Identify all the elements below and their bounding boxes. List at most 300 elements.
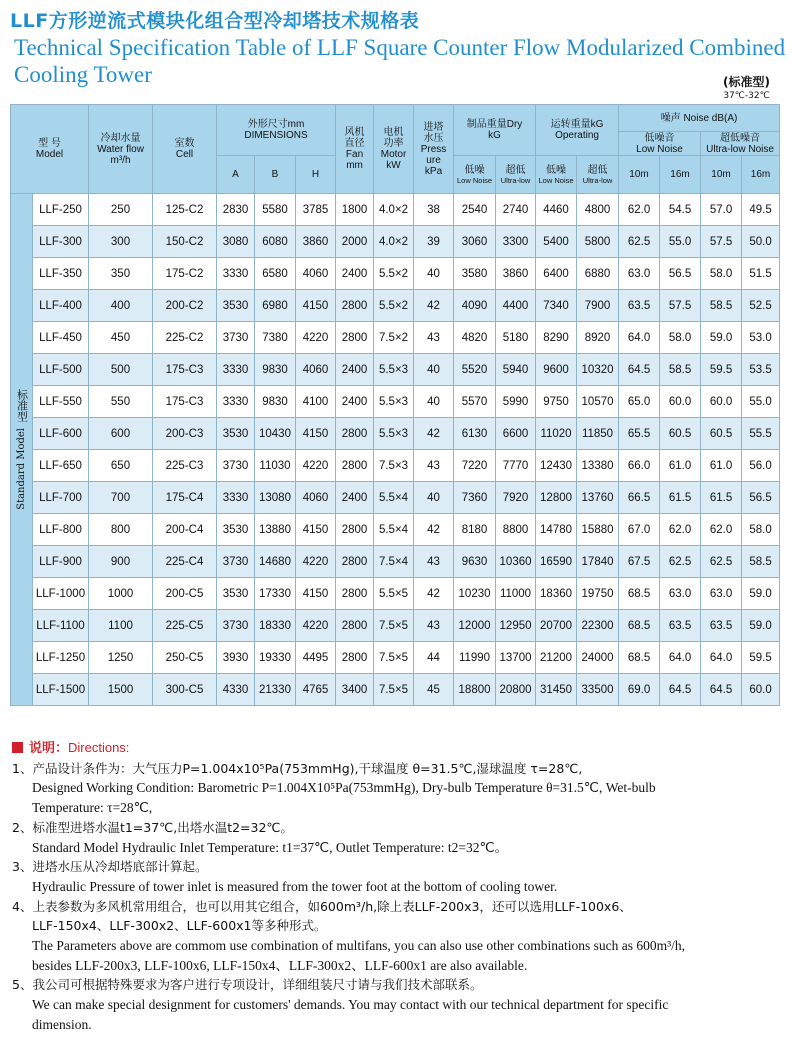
table-cell: 2400 xyxy=(336,386,374,418)
table-cell: 7770 xyxy=(496,450,536,482)
table-cell: 58.0 xyxy=(701,258,742,290)
table-cell: 2800 xyxy=(336,578,374,610)
table-cell: 11850 xyxy=(577,418,619,450)
table-cell: 24000 xyxy=(577,642,619,674)
table-row xyxy=(11,226,780,258)
table-cell: 5.5×3 xyxy=(374,354,414,386)
table-cell: 4150 xyxy=(296,418,336,450)
table-cell: 2540 xyxy=(454,194,496,226)
table-cell: 17330 xyxy=(255,578,296,610)
table-cell: 3785 xyxy=(296,194,336,226)
table-row xyxy=(11,450,780,482)
header-dry-weight: 制品重量Dry kG xyxy=(454,105,536,156)
table-cell: 450 xyxy=(89,322,153,354)
table-cell: 39 xyxy=(414,226,454,258)
table-cell: 67.5 xyxy=(619,546,660,578)
table-cell: 64.0 xyxy=(701,642,742,674)
model-cell: LLF-550 xyxy=(33,386,89,418)
table-cell: 13880 xyxy=(255,514,296,546)
table-cell: 64.5 xyxy=(660,674,701,706)
table-cell: 66.0 xyxy=(619,450,660,482)
table-cell: 10570 xyxy=(577,386,619,418)
table-cell: 125-C2 xyxy=(153,194,217,226)
temperature-range: 37℃-32℃ xyxy=(723,91,770,101)
table-cell: 62.5 xyxy=(660,546,701,578)
table-cell: 64.5 xyxy=(701,674,742,706)
red-square-icon xyxy=(12,742,23,753)
table-cell: 13080 xyxy=(255,482,296,514)
table-cell: 3530 xyxy=(217,578,255,610)
table-cell: 50.0 xyxy=(742,226,780,258)
table-cell: 4800 xyxy=(577,194,619,226)
table-cell: 63.5 xyxy=(701,610,742,642)
header-ultra-16m: 16m xyxy=(742,156,780,194)
model-cell: LLF-250 xyxy=(33,194,89,226)
table-cell: 4495 xyxy=(296,642,336,674)
header-dim-h: H xyxy=(296,156,336,194)
table-cell: 31450 xyxy=(536,674,577,706)
table-cell: 2400 xyxy=(336,258,374,290)
table-cell: 63.5 xyxy=(619,290,660,322)
table-cell: 12430 xyxy=(536,450,577,482)
table-cell: 2400 xyxy=(336,354,374,386)
table-cell: 800 xyxy=(89,514,153,546)
table-cell: 3730 xyxy=(217,610,255,642)
table-cell: 9750 xyxy=(536,386,577,418)
table-cell: 2800 xyxy=(336,546,374,578)
side-label-char: 型 xyxy=(15,411,29,423)
table-cell: 53.5 xyxy=(742,354,780,386)
header-dim-a: A xyxy=(217,156,255,194)
table-cell: 6880 xyxy=(577,258,619,290)
table-cell: 59.0 xyxy=(742,578,780,610)
table-cell: 19750 xyxy=(577,578,619,610)
table-cell: 2800 xyxy=(336,642,374,674)
table-cell: 5800 xyxy=(577,226,619,258)
standard-type-text: (标准型) xyxy=(723,75,770,89)
header-dry-ultra: 超低 Ultra-low xyxy=(496,156,536,194)
table-cell: 900 xyxy=(89,546,153,578)
table-cell: 61.5 xyxy=(701,482,742,514)
table-cell: 1000 xyxy=(89,578,153,610)
table-cell: 3300 xyxy=(496,226,536,258)
table-cell: 8180 xyxy=(454,514,496,546)
table-cell: 63.0 xyxy=(701,578,742,610)
table-cell: 43 xyxy=(414,322,454,354)
directions-heading: 说明：Directions: xyxy=(12,738,808,759)
table-cell: 3330 xyxy=(217,354,255,386)
table-cell: 600 xyxy=(89,418,153,450)
table-cell: 33500 xyxy=(577,674,619,706)
table-cell: 2800 xyxy=(336,450,374,482)
table-cell: 55.0 xyxy=(742,386,780,418)
table-cell: 5.5×4 xyxy=(374,514,414,546)
table-cell: 2800 xyxy=(336,418,374,450)
table-cell: 200-C3 xyxy=(153,418,217,450)
table-cell: 350 xyxy=(89,258,153,290)
table-cell: 7.5×2 xyxy=(374,322,414,354)
table-body xyxy=(11,194,780,706)
table-cell: 10430 xyxy=(255,418,296,450)
table-cell: 6080 xyxy=(255,226,296,258)
table-cell: 225-C5 xyxy=(153,610,217,642)
table-cell: 63.5 xyxy=(660,610,701,642)
table-cell: 12950 xyxy=(496,610,536,642)
table-cell: 500 xyxy=(89,354,153,386)
table-cell: 3730 xyxy=(217,450,255,482)
table-cell: 2400 xyxy=(336,482,374,514)
table-cell: 5.5×5 xyxy=(374,578,414,610)
table-cell: 18800 xyxy=(454,674,496,706)
table-cell: 11000 xyxy=(496,578,536,610)
table-cell: 7380 xyxy=(255,322,296,354)
table-cell: 38 xyxy=(414,194,454,226)
table-cell: 200-C2 xyxy=(153,290,217,322)
table-cell: 6980 xyxy=(255,290,296,322)
table-cell: 5580 xyxy=(255,194,296,226)
table-cell: 3530 xyxy=(217,290,255,322)
table-cell: 51.5 xyxy=(742,258,780,290)
table-cell: 66.5 xyxy=(619,482,660,514)
table-cell: 61.0 xyxy=(701,450,742,482)
table-cell: 43 xyxy=(414,546,454,578)
table-cell: 8800 xyxy=(496,514,536,546)
table-cell: 3400 xyxy=(336,674,374,706)
table-cell: 4060 xyxy=(296,354,336,386)
table-row xyxy=(11,418,780,450)
header-cell: 室数 Cell xyxy=(153,105,217,194)
spec-table xyxy=(10,104,780,706)
table-cell: 14780 xyxy=(536,514,577,546)
table-cell: 45 xyxy=(414,674,454,706)
table-cell: 57.5 xyxy=(660,290,701,322)
table-cell: 13700 xyxy=(496,642,536,674)
table-cell: 14680 xyxy=(255,546,296,578)
table-cell: 9830 xyxy=(255,354,296,386)
table-cell: 8920 xyxy=(577,322,619,354)
table-cell: 58.5 xyxy=(701,290,742,322)
table-cell: 58.5 xyxy=(660,354,701,386)
note-item-5: 5、我公司可根据特殊要求为客户进行专项设计，详细组装尺寸请与我们技术部联系。 We can make special designment for customers' demands. You may contact with our technical department for specific dimension. xyxy=(12,977,669,1032)
table-cell: 40 xyxy=(414,354,454,386)
table-cell: 5.5×3 xyxy=(374,386,414,418)
table-cell: 63.0 xyxy=(660,578,701,610)
model-cell: LLF-400 xyxy=(33,290,89,322)
table-cell: 6400 xyxy=(536,258,577,290)
table-cell: 16590 xyxy=(536,546,577,578)
table-cell: 225-C2 xyxy=(153,322,217,354)
table-cell: 8290 xyxy=(536,322,577,354)
table-row xyxy=(11,546,780,578)
table-cell: 4.0×2 xyxy=(374,194,414,226)
table-cell: 6130 xyxy=(454,418,496,450)
table-cell: 5520 xyxy=(454,354,496,386)
table-cell: 3330 xyxy=(217,482,255,514)
table-cell: 2800 xyxy=(336,610,374,642)
table-row xyxy=(11,354,780,386)
header-dimensions: 外形尺寸mm DIMENSIONS xyxy=(217,105,336,156)
table-cell: 52.5 xyxy=(742,290,780,322)
table-cell: 10230 xyxy=(454,578,496,610)
note-item-3: 3、进塔水压从冷却塔底部计算起。 Hydraulic Pressure of tower inlet is measured from the tower foot at the bottom of cooling tower. xyxy=(12,859,558,894)
table-cell: 7.5×5 xyxy=(374,642,414,674)
table-cell: 4220 xyxy=(296,450,336,482)
table-cell: 63.0 xyxy=(619,258,660,290)
table-cell: 2800 xyxy=(336,290,374,322)
table-cell: 1800 xyxy=(336,194,374,226)
table-cell: 64.5 xyxy=(619,354,660,386)
table-cell: 59.5 xyxy=(701,354,742,386)
table-cell: 3930 xyxy=(217,642,255,674)
table-cell: 21200 xyxy=(536,642,577,674)
table-cell: 68.5 xyxy=(619,642,660,674)
table-cell: 225-C3 xyxy=(153,450,217,482)
table-cell: 60.0 xyxy=(660,386,701,418)
table-cell: 21330 xyxy=(255,674,296,706)
table-cell: 12000 xyxy=(454,610,496,642)
model-cell: LLF-1100 xyxy=(33,610,89,642)
model-cell: LLF-500 xyxy=(33,354,89,386)
table-cell: 42 xyxy=(414,418,454,450)
side-label-char: 准 xyxy=(15,400,29,412)
table-cell: 550 xyxy=(89,386,153,418)
table-cell: 400 xyxy=(89,290,153,322)
table-cell: 2000 xyxy=(336,226,374,258)
table-cell: 40 xyxy=(414,386,454,418)
table-cell: 1100 xyxy=(89,610,153,642)
table-cell: 5.5×3 xyxy=(374,418,414,450)
table-cell: 62.0 xyxy=(619,194,660,226)
table-cell: 58.0 xyxy=(742,514,780,546)
table-row xyxy=(11,642,780,674)
table-cell: 3860 xyxy=(296,226,336,258)
table-cell: 5.5×4 xyxy=(374,482,414,514)
table-cell: 3060 xyxy=(454,226,496,258)
table-cell: 68.5 xyxy=(619,578,660,610)
page-title-cn: LLF方形逆流式模块化组合型冷却塔技术规格表 xyxy=(10,10,420,32)
table-cell: 13760 xyxy=(577,482,619,514)
table-cell: 5.5×2 xyxy=(374,290,414,322)
table-cell: 700 xyxy=(89,482,153,514)
table-cell: 4330 xyxy=(217,674,255,706)
table-cell: 4150 xyxy=(296,290,336,322)
table-cell: 300-C5 xyxy=(153,674,217,706)
header-dim-b: B xyxy=(255,156,296,194)
header-operating-weight: 运转重量kG Operating xyxy=(536,105,619,156)
table-row xyxy=(11,386,780,418)
side-label-char: 标 xyxy=(15,389,29,401)
model-cell: LLF-300 xyxy=(33,226,89,258)
table-cell: 225-C4 xyxy=(153,546,217,578)
page-title-en: Technical Specification Table of LLF Square Counter Flow Modularized Combined Cooling Tower xyxy=(14,35,786,87)
table-cell: 4820 xyxy=(454,322,496,354)
table-cell: 68.5 xyxy=(619,610,660,642)
table-cell: 250-C5 xyxy=(153,642,217,674)
model-cell: LLF-1500 xyxy=(33,674,89,706)
header-low-10m: 10m xyxy=(619,156,660,194)
directions-section xyxy=(12,738,808,1035)
table-cell: 175-C3 xyxy=(153,386,217,418)
table-cell: 10320 xyxy=(577,354,619,386)
table-cell: 19330 xyxy=(255,642,296,674)
header-fan: 风机 直径 Fan mm xyxy=(336,105,374,194)
standard-type-label xyxy=(723,73,770,101)
table-cell: 60.0 xyxy=(701,386,742,418)
table-cell: 60.5 xyxy=(701,418,742,450)
table-cell: 6580 xyxy=(255,258,296,290)
table-cell: 7900 xyxy=(577,290,619,322)
table-cell: 59.0 xyxy=(701,322,742,354)
table-cell: 59.0 xyxy=(742,610,780,642)
header-water-flow: 冷却水量 Water flow m³/h xyxy=(89,105,153,194)
header-low-noise: 低噪音 Low Noise xyxy=(619,132,701,156)
table-cell: 7220 xyxy=(454,450,496,482)
table-cell: 58.0 xyxy=(660,322,701,354)
table-cell: 4150 xyxy=(296,514,336,546)
table-row xyxy=(11,194,780,226)
table-cell: 9630 xyxy=(454,546,496,578)
table-cell: 64.0 xyxy=(619,322,660,354)
note-item-2: 2、标准型进塔水温t1=37℃,出塔水温t2=32℃。 Standard Model Hydraulic Inlet Temperature: t1=37℃, Outlet Temperature: t2=32℃。 xyxy=(12,819,509,855)
table-cell: 5180 xyxy=(496,322,536,354)
table-cell: 3330 xyxy=(217,258,255,290)
table-cell: 7.5×5 xyxy=(374,610,414,642)
table-cell: 42 xyxy=(414,514,454,546)
table-cell: 4.0×2 xyxy=(374,226,414,258)
table-row xyxy=(11,258,780,290)
table-cell: 60.5 xyxy=(660,418,701,450)
table-cell: 3080 xyxy=(217,226,255,258)
table-cell: 3580 xyxy=(454,258,496,290)
table-cell: 300 xyxy=(89,226,153,258)
table-cell: 57.0 xyxy=(701,194,742,226)
table-cell: 4100 xyxy=(296,386,336,418)
table-cell: 42 xyxy=(414,578,454,610)
table-cell: 4400 xyxy=(496,290,536,322)
model-cell: LLF-650 xyxy=(33,450,89,482)
model-cell: LLF-900 xyxy=(33,546,89,578)
table-cell: 4150 xyxy=(296,578,336,610)
table-cell: 4060 xyxy=(296,482,336,514)
table-cell: 62.0 xyxy=(701,514,742,546)
table-cell: 3860 xyxy=(496,258,536,290)
table-cell: 200-C5 xyxy=(153,578,217,610)
table-cell: 61.0 xyxy=(660,450,701,482)
model-cell: LLF-1250 xyxy=(33,642,89,674)
table-cell: 2800 xyxy=(336,514,374,546)
table-cell: 67.0 xyxy=(619,514,660,546)
table-cell: 5940 xyxy=(496,354,536,386)
table-cell: 7340 xyxy=(536,290,577,322)
table-cell: 7360 xyxy=(454,482,496,514)
table-cell: 53.0 xyxy=(742,322,780,354)
table-cell: 650 xyxy=(89,450,153,482)
side-label-en: Standard Model xyxy=(16,428,27,510)
table-row xyxy=(11,322,780,354)
header-pressure: 进塔 水压 Press ure kPa xyxy=(414,105,454,194)
table-cell: 250 xyxy=(89,194,153,226)
table-cell: 17840 xyxy=(577,546,619,578)
table-cell: 4765 xyxy=(296,674,336,706)
header-motor: 电机 功率 Motor kW xyxy=(374,105,414,194)
table-cell: 54.5 xyxy=(660,194,701,226)
table-cell: 42 xyxy=(414,290,454,322)
table-cell: 15880 xyxy=(577,514,619,546)
table-cell: 5990 xyxy=(496,386,536,418)
model-cell: LLF-350 xyxy=(33,258,89,290)
table-row xyxy=(11,482,780,514)
table-cell: 69.0 xyxy=(619,674,660,706)
table-cell: 3530 xyxy=(217,418,255,450)
table-cell: 65.5 xyxy=(619,418,660,450)
table-cell: 18360 xyxy=(536,578,577,610)
table-cell: 40 xyxy=(414,482,454,514)
table-cell: 9600 xyxy=(536,354,577,386)
table-cell: 7.5×5 xyxy=(374,674,414,706)
table-cell: 60.0 xyxy=(742,674,780,706)
table-cell: 200-C4 xyxy=(153,514,217,546)
standard-model-side-label xyxy=(11,194,33,706)
table-row xyxy=(11,578,780,610)
table-cell: 7.5×3 xyxy=(374,450,414,482)
table-cell: 1500 xyxy=(89,674,153,706)
table-cell: 40 xyxy=(414,258,454,290)
model-cell: LLF-800 xyxy=(33,514,89,546)
table-cell: 3730 xyxy=(217,546,255,578)
table-cell: 62.5 xyxy=(619,226,660,258)
table-cell: 7920 xyxy=(496,482,536,514)
table-cell: 18330 xyxy=(255,610,296,642)
table-cell: 49.5 xyxy=(742,194,780,226)
table-cell: 11030 xyxy=(255,450,296,482)
table-cell: 55.0 xyxy=(660,226,701,258)
table-cell: 57.5 xyxy=(701,226,742,258)
table-cell: 56.5 xyxy=(660,258,701,290)
table-cell: 20700 xyxy=(536,610,577,642)
table-cell: 11020 xyxy=(536,418,577,450)
table-cell: 5.5×2 xyxy=(374,258,414,290)
table-cell: 64.0 xyxy=(660,642,701,674)
table-cell: 22300 xyxy=(577,610,619,642)
table-cell: 4220 xyxy=(296,546,336,578)
table-cell: 1250 xyxy=(89,642,153,674)
table-cell: 5570 xyxy=(454,386,496,418)
note-item-4: 4、上表参数为多风机常用组合，也可以用其它组合，如600m³/h,除上表LLF-200x3，还可以选用LLF-100x6、 LLF-150x4、LLF-300x2、LLF-600x1等多种形式。 The Parameters above are commom use combination of multifans, you can also use other combinations such as 600m³/h, besides LLF-200x3, LLF-100x6, LLF-150x4、LLF-300x2、LLF-600x1 are also available. xyxy=(12,898,686,973)
table-cell: 10360 xyxy=(496,546,536,578)
table-cell: 44 xyxy=(414,642,454,674)
table-cell: 3530 xyxy=(217,514,255,546)
table-row xyxy=(11,610,780,642)
header-ultra-10m: 10m xyxy=(701,156,742,194)
model-cell: LLF-700 xyxy=(33,482,89,514)
table-row xyxy=(11,514,780,546)
table-cell: 7.5×4 xyxy=(374,546,414,578)
table-cell: 175-C2 xyxy=(153,258,217,290)
table-cell: 4090 xyxy=(454,290,496,322)
model-cell: LLF-600 xyxy=(33,418,89,450)
header-op-low: 低噪 Low Noise xyxy=(536,156,577,194)
table-row xyxy=(11,290,780,322)
table-cell: 3730 xyxy=(217,322,255,354)
table-cell: 56.5 xyxy=(742,482,780,514)
table-cell: 9830 xyxy=(255,386,296,418)
table-cell: 4060 xyxy=(296,258,336,290)
table-cell: 6600 xyxy=(496,418,536,450)
header-model: 型 号 Model xyxy=(11,105,89,194)
header-low-16m: 16m xyxy=(660,156,701,194)
table-row xyxy=(11,674,780,706)
table-cell: 13380 xyxy=(577,450,619,482)
